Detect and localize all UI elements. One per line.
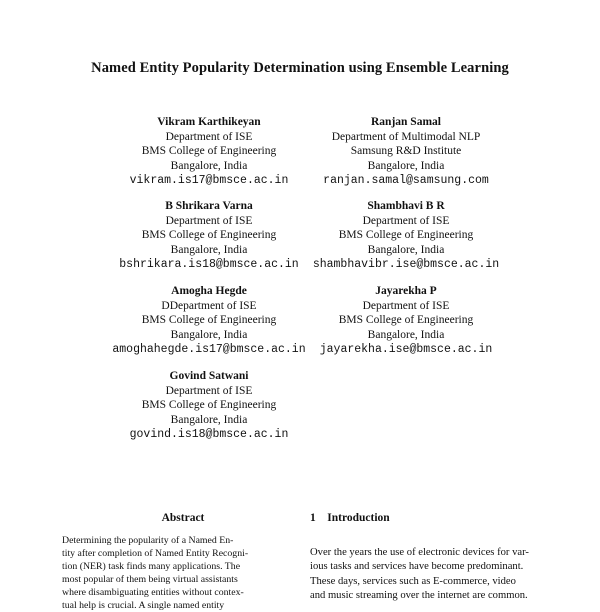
author-block bbox=[291, 199, 521, 273]
abstract-heading: Abstract bbox=[161, 512, 205, 524]
author-department: DDepartment of ISE bbox=[161, 299, 257, 312]
author-department: Department of ISE bbox=[362, 214, 450, 227]
introduction-line: Over the years the use of electronic devices for var- bbox=[310, 547, 529, 558]
author-institution: BMS College of Engineering bbox=[141, 399, 277, 411]
author-name: Govind Satwani bbox=[169, 370, 249, 382]
author-name: B Shrikara Varna bbox=[165, 200, 253, 212]
author-location: Bangalore, India bbox=[367, 243, 445, 256]
author-name: Amogha Hegde bbox=[171, 285, 247, 297]
abstract-line: Determining the popularity of a Named En- bbox=[62, 535, 234, 546]
introduction-line: ious tasks and services have become predominant. bbox=[310, 561, 524, 573]
author-name: Ranjan Samal bbox=[371, 116, 441, 128]
author-location: Bangalore, India bbox=[170, 159, 248, 172]
author-location: Bangalore, India bbox=[170, 328, 248, 341]
author-block bbox=[94, 369, 324, 443]
abstract-line: most popular of them being virtual assistants bbox=[62, 574, 238, 585]
author-location: Bangalore, India bbox=[170, 243, 248, 256]
author-institution: BMS College of Engineering bbox=[338, 229, 474, 241]
author-email: ranjan.samal@samsung.com bbox=[323, 174, 489, 187]
author-department: Department of ISE bbox=[165, 384, 253, 397]
abstract-line: tual help is crucial. A single named entity bbox=[62, 600, 225, 611]
author-name: Vikram Karthikeyan bbox=[157, 116, 261, 128]
introduction-body bbox=[310, 546, 543, 603]
author-department: Department of Multimodal NLP bbox=[331, 130, 481, 143]
abstract-line: tity after completion of Named Entity Recogni- bbox=[62, 548, 249, 559]
introduction-line: and music streaming over the internet are common. bbox=[310, 589, 528, 601]
author-block bbox=[291, 115, 521, 189]
author-name: Shambhavi B R bbox=[367, 200, 445, 212]
author-department: Department of ISE bbox=[165, 130, 253, 143]
author-name: Jayarekha P bbox=[375, 285, 437, 297]
abstract-body bbox=[62, 534, 280, 611]
author-department: Department of ISE bbox=[165, 214, 253, 227]
author-institution: BMS College of Engineering bbox=[141, 229, 277, 241]
author-email: amoghahegde.is17@bmsce.ac.in bbox=[112, 343, 306, 356]
author-email: govind.is18@bmsce.ac.in bbox=[129, 428, 289, 441]
author-email: shambhavibr.ise@bmsce.ac.in bbox=[312, 258, 500, 271]
author-location: Bangalore, India bbox=[367, 328, 445, 341]
author-email: vikram.is17@bmsce.ac.in bbox=[129, 174, 289, 187]
abstract-line: where disambiguating entities without contex- bbox=[62, 587, 244, 598]
paper-title: Named Entity Popularity Determination using Ensemble Learning bbox=[91, 60, 509, 76]
author-email: jayarekha.ise@bmsce.ac.in bbox=[319, 343, 493, 356]
author-location: Bangalore, India bbox=[367, 159, 445, 172]
author-block bbox=[94, 199, 324, 273]
author-block bbox=[94, 115, 324, 189]
author-block bbox=[94, 284, 324, 358]
author-email: bshrikara.is18@bmsce.ac.in bbox=[119, 258, 299, 271]
author-location: Bangalore, India bbox=[170, 413, 248, 426]
author-institution: BMS College of Engineering bbox=[338, 314, 474, 326]
introduction-line: These days, services such as E-commerce, video bbox=[310, 575, 516, 587]
author-institution: BMS College of Engineering bbox=[141, 314, 277, 326]
author-department: Department of ISE bbox=[362, 299, 450, 312]
author-institution: Samsung R&D Institute bbox=[350, 145, 462, 157]
abstract-line: tion (NER) task finds many applications. The bbox=[62, 561, 241, 572]
introduction-heading: 1 Introduction bbox=[310, 512, 390, 524]
author-block bbox=[291, 284, 521, 358]
author-institution: BMS College of Engineering bbox=[141, 145, 277, 157]
